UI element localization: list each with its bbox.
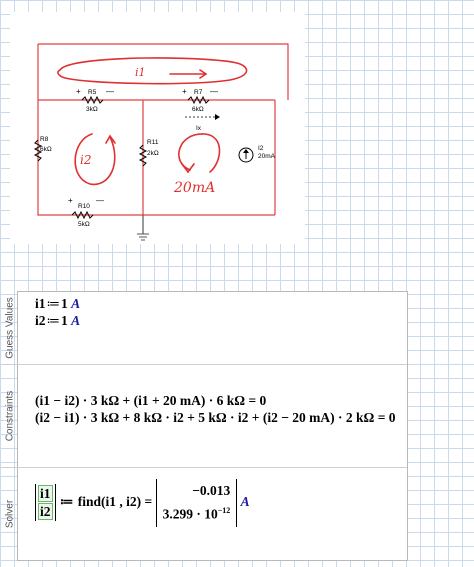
- label-r7: R7: [194, 89, 203, 96]
- solver-result-vector: [156, 479, 238, 527]
- guess-i2[interactable]: i2≔1 A: [35, 313, 81, 328]
- section-label-guess: Guess Values: [4, 297, 15, 359]
- guess-i1[interactable]: i1≔1 A: [35, 296, 81, 311]
- section-label-solver: Solver: [4, 499, 15, 529]
- label-r11-value: 2kΩ: [147, 150, 159, 157]
- label-i2: I2: [258, 145, 264, 152]
- svg-text:—: —: [106, 87, 114, 96]
- section-divider: [1, 364, 407, 365]
- svg-text:+: +: [182, 87, 187, 96]
- label-r8-value: 6kΩ: [40, 146, 52, 153]
- label-r10: R10: [78, 203, 90, 210]
- find-function: find: [77, 493, 102, 509]
- result-unit: A: [240, 493, 250, 509]
- circuit-schematic: [10, 12, 305, 244]
- constraint-eq2[interactable]: (i2 − i1) · 3 kΩ + 8 kΩ · i2 + 5 kΩ · i2 + (i2 − 20 mA) · 2 kΩ = 0: [35, 410, 396, 425]
- label-r5: R5: [88, 89, 97, 96]
- label-i2-value: 20mA: [258, 153, 275, 160]
- constraint-eq1[interactable]: (i1 − i2) · 3 kΩ + (i1 + 20 mA) · 6 kΩ = 0: [35, 393, 267, 408]
- label-r8: R8: [40, 136, 49, 143]
- ix-arrow-icon: [185, 114, 220, 120]
- section-divider: [1, 467, 407, 468]
- handwritten-i1: i1: [135, 66, 146, 79]
- current-source-i2: [228, 148, 253, 162]
- solver-lhs-vector[interactable]: [35, 484, 56, 521]
- circuit-diagram-image: [10, 12, 305, 244]
- label-ix: Ix: [196, 125, 202, 132]
- solver-expression[interactable]: $\frac{i1}{i2}$ ≔ find(i1 , i2) = −0.013 $3.299 \cdot 10^{-12}$ A: [35, 479, 250, 527]
- solve-block[interactable]: [4, 291, 408, 561]
- svg-text:+: +: [76, 87, 81, 96]
- solver-var-i1[interactable]: i1: [40, 486, 51, 502]
- section-label-constraints: Constraints: [4, 390, 15, 442]
- wires: [38, 44, 288, 234]
- handwritten-i2: i2: [80, 153, 92, 167]
- svg-text:—: —: [96, 196, 104, 205]
- svg-text:+: +: [68, 196, 73, 205]
- ground-icon: [137, 234, 149, 240]
- label-r11: R11: [147, 139, 159, 146]
- label-r10-value: 5kΩ: [78, 221, 90, 228]
- svg-text:—: —: [210, 87, 218, 96]
- handwritten-20ma: 20mA: [174, 180, 216, 196]
- result-i1: −0.013: [192, 483, 231, 498]
- solver-var-i2[interactable]: i2: [40, 504, 51, 520]
- label-r5-value: 3kΩ: [86, 106, 98, 113]
- label-r7-value: 6kΩ: [192, 106, 204, 113]
- result-i2: $3.299 \cdot 10^{-12}$: [162, 506, 231, 522]
